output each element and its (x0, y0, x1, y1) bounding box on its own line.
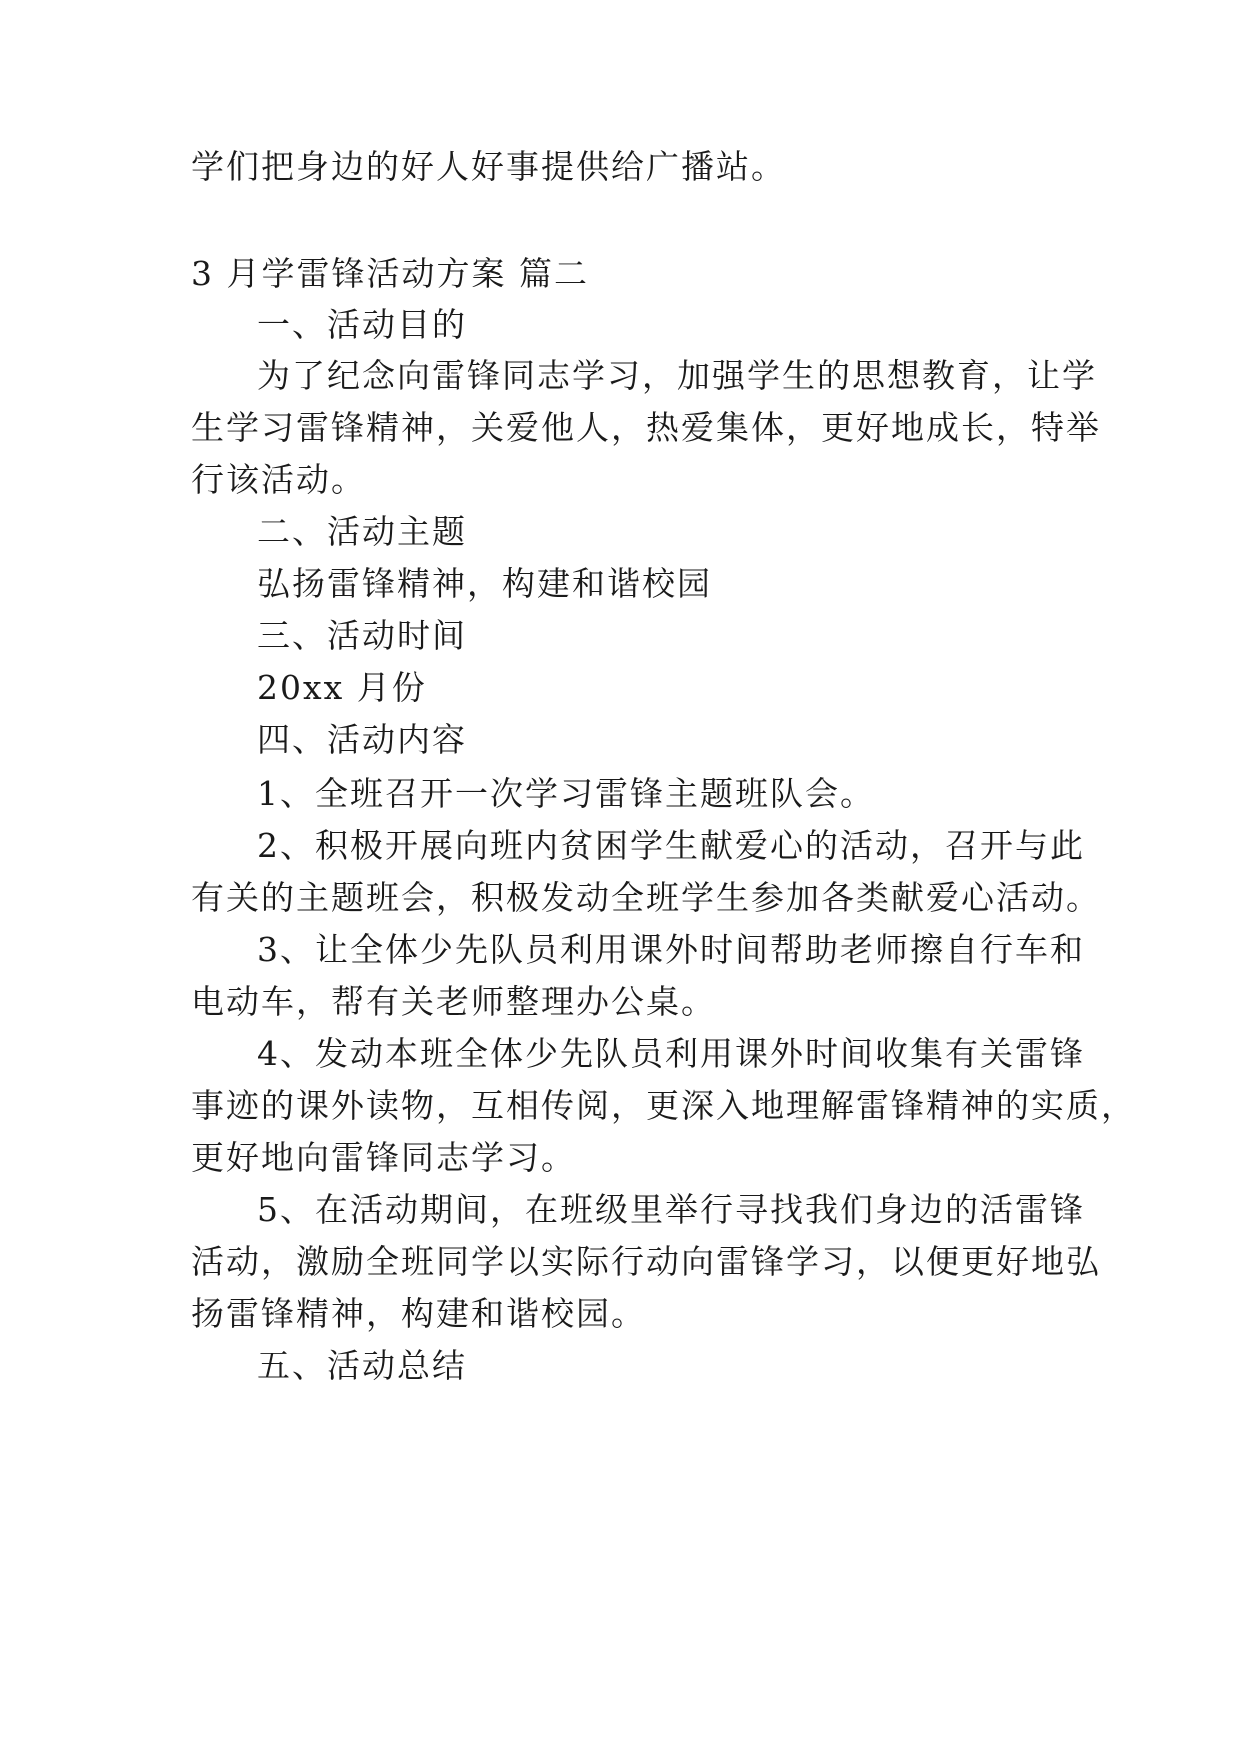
heading-summary: 五、活动总结 (257, 1346, 467, 1385)
content-item-5-line-1: 5、在活动期间，在班级里举行寻找我们身边的活雷锋 (257, 1190, 1085, 1229)
time-text: 20xx 月份 (257, 668, 427, 707)
content-item-5-line-3: 扬雷锋精神，构建和谐校园。 (191, 1294, 646, 1333)
content-item-4-line-1: 4、发动本班全体少先队员利用课外时间收集有关雷锋 (257, 1034, 1085, 1073)
previous-paragraph-tail: 学们把身边的好人好事提供给广播站。 (191, 147, 786, 186)
content-item-1: 1、全班召开一次学习雷锋主题班队会。 (257, 774, 875, 813)
heading-purpose: 一、活动目的 (257, 305, 467, 344)
theme-text: 弘扬雷锋精神，构建和谐校园 (257, 564, 712, 603)
purpose-line-3: 行该活动。 (191, 460, 366, 499)
heading-content: 四、活动内容 (257, 720, 467, 759)
content-item-3-line-1: 3、让全体少先队员利用课外时间帮助老师擦自行车和 (257, 930, 1085, 969)
content-item-2-line-2: 有关的主题班会，积极发动全班学生参加各类献爱心活动。 (191, 878, 1101, 917)
purpose-line-2: 生学习雷锋精神，关爱他人，热爱集体，更好地成长，特举 (191, 408, 1101, 447)
content-item-5-line-2: 活动，激励全班同学以实际行动向雷锋学习，以便更好地弘 (191, 1242, 1101, 1281)
content-item-4-line-2: 事迹的课外读物，互相传阅，更深入地理解雷锋精神的实质， (191, 1086, 1136, 1125)
content-item-2-line-1: 2、积极开展向班内贫困学生献爱心的活动，召开与此 (257, 826, 1085, 865)
content-item-3-line-2: 电动车，帮有关老师整理办公桌。 (191, 982, 716, 1021)
heading-theme: 二、活动主题 (257, 512, 467, 551)
heading-time: 三、活动时间 (257, 616, 467, 655)
purpose-line-1: 为了纪念向雷锋同志学习，加强学生的思想教育，让学 (257, 356, 1097, 395)
content-item-4-line-3: 更好地向雷锋同志学习。 (191, 1138, 576, 1177)
section-title: 3 月学雷锋活动方案 篇二 (191, 254, 589, 293)
